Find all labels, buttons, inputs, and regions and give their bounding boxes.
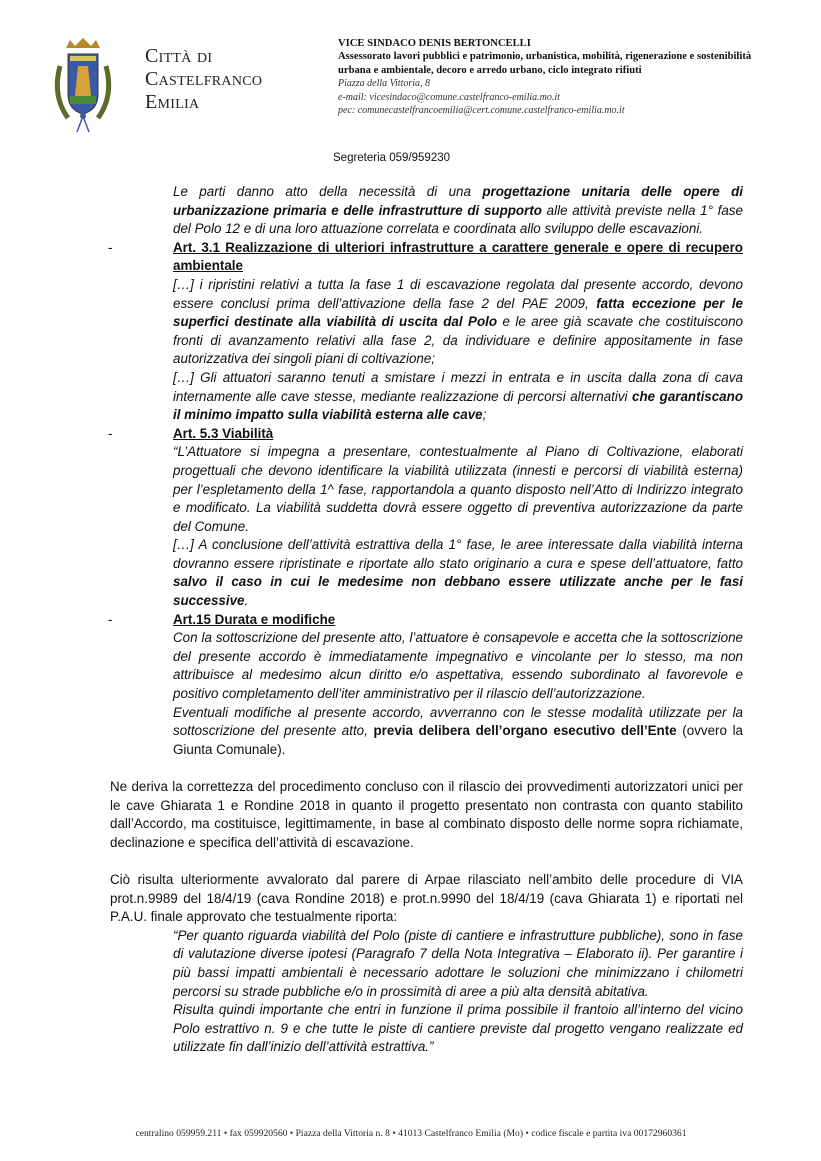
article-heading xyxy=(173,611,743,630)
text-segment: e le aree già scavate che costituiscono fronti di avanzamento relativi alla fase 2, da individuare e definire appositamente in fase autorizzativa dei singoli piani di coltivazione; xyxy=(173,314,743,367)
office-title: VICE SINDACO DENIS BERTONCELLI xyxy=(338,38,531,49)
paragraph xyxy=(173,629,743,703)
email[interactable]: e-mail: vicesindaco@comune.castelfranco-emilia.mo.it xyxy=(338,91,560,103)
text-segment: Art. 5.3 Viabilità xyxy=(173,425,274,441)
coat-of-arms-logo xyxy=(52,36,114,136)
paragraph xyxy=(173,927,743,1001)
text-segment: Ne deriva la correttezza del procedimento concluso con il rilascio dei provvedimenti autorizzatori unici per le cave Ghiarata 1 e Rondine 2018 in quanto il progetto presentato non contrasta con quanto stabilito dall’Accordo, ma costituisce, legittimamente, in base al combinato disposto delle norme sopra richiamate, declinazione e specifica dell’attività di escavazione. xyxy=(110,779,743,850)
text-segment: (ovvero la Giunta Comunale). xyxy=(173,723,744,757)
text-segment: Art. 3.1 Realizzazione di ulteriori infrastrutture a carattere generale e opere di recupero ambientale xyxy=(173,239,743,274)
city-line: Castelfranco xyxy=(145,68,263,90)
article-heading xyxy=(173,425,743,444)
text-segment: . xyxy=(244,593,249,609)
city-name xyxy=(145,45,262,114)
paragraph xyxy=(173,704,743,760)
text-segment: che garantiscano il minimo impatto sulla viabilità esterna alle cave xyxy=(173,388,743,423)
text-segment: “Per quanto riguarda viabilità del Polo (piste di cantiere e infrastrutture pubbliche), sono in fase di valutazione diverse ipotesi (Paragrafo 7 della Nota Integrativa – Elaborato ii). Per garantire i più bassi impatti ambientali è necessario adottare le soluzioni che minimizzano i chilometri percorsi su strade pubbliche e/o in prossimità di aree a più alta densità abitativa. xyxy=(173,927,743,999)
text-segment: previa delibera dell’organo esecutivo dell’Ente xyxy=(373,723,677,739)
footer: centralino 059959.211 • fax 059920560 • Piazza della Vittoria n. 8 • 41013 Castelfranco Emilia (Mo) • codice fiscale e partita iva 00172960361 xyxy=(135,1128,687,1139)
text-segment: progettazione unitaria delle opere di urbanizzazione primaria e delle infrastrutture di supporto xyxy=(173,184,743,218)
text-segment: Ciò risulta ulteriormente avvalorato dal parere di Arpae rilasciato nell’ambito delle procedure di VIA prot.n.9989 del 18/4/19 (cava Rondine 2018) e prot.n.9990 del 18/4/19 (cava Ghiarata 1) e riportati nel P.A.U. finale approvato che testualmente riporta: xyxy=(110,871,743,925)
text-segment: Eventuali modifiche al presente accordo, avverranno con le stesse modalità utilizzate per la sottoscrizione del presente atto, xyxy=(173,704,743,739)
text-segment: Risulta quindi importante che entri in funzione il prima possibile il frantoio all’interno del vicino Polo estrattivo n. 9 e che tutte le piste di cantiere previste dal progetto vengano realizzate ed utilizzate fin dall’inizio dell’attività estrattiva.” xyxy=(173,1002,743,1055)
city-line: Emilia xyxy=(145,91,200,113)
text-segment: […] A conclusione dell’attività estrattiva della 1° fase, le aree interessate dalla viabilità interna dovranno essere ripristinate e riportate allo stato originario a cura e spese dell’attuatore, fatto xyxy=(173,537,743,571)
text-segment: […] Gli attuatori saranno tenuti a smistare i mezzi in entrata e in uscita dalla zona di cava internamente alle cave stesse, mediante realizzazione di percorsi alternativi xyxy=(173,369,743,404)
text-segment: salvo il caso in cui le medesime non debbano essere utilizzate anche per le fasi successive xyxy=(173,574,743,609)
city-line: Città di xyxy=(145,45,213,67)
paragraph xyxy=(173,183,743,239)
paragraph xyxy=(110,778,743,852)
text-segment: […] i ripristini relativi a tutta la fase 1 di escavazione regolata dal presente accordo, devono essere conclusi prima dell’attivazione della fase 2 del PAE 2009, xyxy=(173,276,743,311)
article-heading xyxy=(173,239,743,276)
paragraph xyxy=(173,536,743,610)
text-segment: ; xyxy=(482,407,487,423)
text-segment: fatta eccezione per le superfici destinate alla viabilità di uscita dal Polo xyxy=(173,295,743,330)
text-segment: Con la sottoscrizione del presente atto, l’attuatore è consapevole e accetta che la sottoscrizione del presente accordo è immediatamente impegnativo e vincolante per lo stesso, ma non attribuisce al medesimo alcun diritto e/o aspettativa, essendo subordinato al favorevole e positivo completamento dell’iter amministrativo per il rilascio dell’autorizzazione. xyxy=(173,630,743,702)
text-segment: “L’Attuatore si impegna a presentare, contestualmente al Piano di Coltivazione, elaborati progettuali che devono identificare la viabilità utilizzata (innesti e percorsi di viabilità esterna) per l’espletamento della 1^ fase, rapportandola a quanto disposto nell’Atto di Indirizzo integrato e modificato. La viabilità suddetta dovrà essere oggetto di preventiva autorizzazione da parte del Comune. xyxy=(173,444,743,534)
letterhead xyxy=(338,37,768,117)
pec-email[interactable]: pec: comunecastelfrancoemilia@cert.comune.castelfranco-emilia.mo.it xyxy=(338,105,625,117)
department: Assessorato lavori pubblici e patrimonio, urbanistica, mobilità, rigenerazione e sostenibilità urbana e ambientale, decoro e arredo urbano, ciclo integrato rifiuti xyxy=(338,51,752,76)
secretariat-phone: Segreteria 059/959230 xyxy=(333,152,451,164)
paragraph xyxy=(173,443,743,536)
paragraph xyxy=(173,276,743,369)
document-body xyxy=(110,183,743,1057)
text-segment: Art.15 Durata e modifiche xyxy=(173,611,336,627)
paragraph xyxy=(110,871,743,927)
text-segment: alle attività previste nella 1° fase del Polo 12 e di una loro attuazione correlata e coordinata allo sviluppo delle escavazioni. xyxy=(173,202,743,237)
paragraph xyxy=(173,369,743,425)
paragraph xyxy=(173,1001,743,1057)
text-segment: Le parti danno atto della necessità di una xyxy=(173,184,483,199)
address: Piazza della Vittoria, 8 xyxy=(338,78,431,90)
